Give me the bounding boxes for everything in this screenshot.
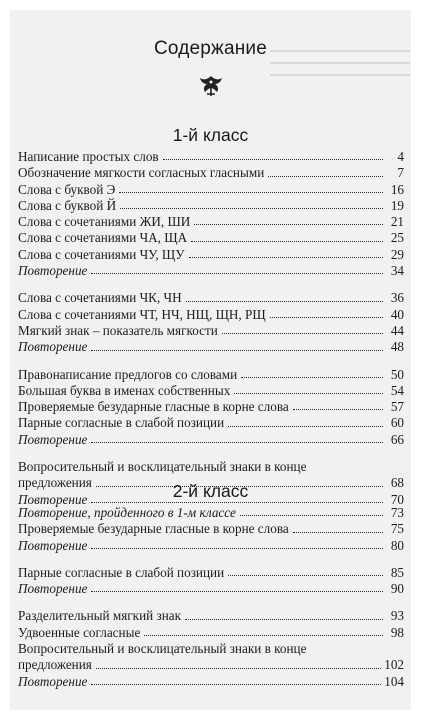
toc-entry [18, 323, 404, 339]
toc-dot-leader [191, 240, 383, 242]
toc-entry-title: Повторение [18, 673, 88, 689]
toc-page-number: 50 [390, 366, 404, 382]
toc-entry-title: Слова с буквой Э [18, 181, 116, 197]
toc-page-number: 73 [390, 505, 404, 520]
toc-page-number: 104 [384, 673, 404, 689]
toc-entry-title: Повторение [18, 339, 88, 355]
toc-entry [18, 165, 404, 181]
toc-entry-title: Повторение [18, 263, 88, 279]
toc-entry [18, 608, 404, 624]
toc-entry [18, 581, 404, 597]
toc-entry-title: Удвоенные согласные [18, 624, 141, 640]
toc-dot-leader [119, 191, 383, 193]
toc-page-number: 4 [397, 149, 404, 164]
grade1-heading: 1-й класс [172, 125, 249, 145]
grade2-heading: 2-й класс [172, 481, 249, 501]
toc-entry [18, 290, 404, 306]
toc-page-number: 21 [390, 214, 404, 230]
toc-group [18, 290, 404, 355]
toc-dot-leader [194, 223, 383, 225]
toc-entry [18, 247, 404, 263]
toc-entry [18, 505, 404, 521]
toc-page-number: 102 [384, 657, 404, 673]
toc-entry [18, 459, 404, 475]
toc-page-number: 93 [390, 608, 404, 624]
toc-dot-leader [228, 425, 383, 427]
toc-page-number: 25 [390, 230, 404, 246]
toc-entry-title: Повторение, пройденного в 1-м классе [18, 505, 236, 520]
toc-entry [18, 149, 404, 165]
toc-page-number: 34 [390, 263, 404, 279]
toc-dot-leader [293, 531, 383, 533]
toc-dot-leader [91, 590, 383, 592]
toc-page-number: 60 [390, 415, 404, 431]
toc-entry [18, 198, 404, 214]
toc-entry-title: Мягкий знак – показатель мягкости [18, 322, 218, 338]
toc-entry [18, 230, 404, 246]
toc-group [18, 149, 404, 279]
toc-entry [18, 182, 404, 198]
toc-entry-title: Проверяемые безударные гласные в корне слова [18, 521, 289, 537]
toc-dot-leader [222, 332, 383, 334]
toc-entry-title: Слова с сочетаниями ЧУ, ЩУ [18, 246, 185, 262]
toc-entry [18, 432, 404, 448]
toc-dot-leader [144, 634, 383, 636]
toc-page-number: 40 [390, 306, 404, 322]
book-page [10, 10, 411, 710]
toc-entry-title: Повторение [18, 431, 88, 447]
toc-entry [18, 674, 404, 690]
toc-dot-leader [228, 574, 383, 576]
toc-dot-leader [120, 207, 383, 209]
toc-page-number: 16 [390, 181, 404, 197]
page-title: Содержание [153, 38, 268, 59]
toc-dot-leader [185, 618, 383, 620]
toc-dot-leader [240, 514, 383, 516]
toc-entry [18, 521, 404, 537]
toc-entry-title: Слова с сочетаниями ЧТ, НЧ, НЩ, ЩН, РЩ [18, 306, 266, 322]
ornament-icon [194, 74, 228, 98]
toc-page-number: 48 [390, 339, 404, 355]
toc-group [18, 367, 404, 448]
toc-entry [18, 307, 404, 323]
toc-entry-title: Парные согласные в слабой позиции [18, 564, 225, 580]
toc-entry [18, 367, 404, 383]
toc-entry-title: Вопросительный и восклицательный знаки в конце [18, 459, 307, 475]
toc-entry-title: Правонаписание предлогов со словами [18, 366, 238, 382]
toc-dot-leader [234, 392, 383, 394]
toc-page-number: 90 [390, 581, 404, 597]
toc-entry [18, 565, 404, 581]
toc-group [18, 608, 404, 689]
toc-page-number: 29 [390, 246, 404, 262]
toc-entry [18, 415, 404, 431]
toc-entry-title: Парные согласные в слабой позиции [18, 415, 225, 431]
toc-entry-title: Слова с сочетаниями ЧК, ЧН [18, 290, 182, 306]
toc-entry-title: предложения [18, 475, 92, 491]
toc-entry [18, 641, 404, 657]
toc-entry [18, 383, 404, 399]
toc-dot-leader [293, 408, 383, 410]
toc-page-number: 66 [390, 431, 404, 447]
toc-page-number: 75 [390, 521, 404, 537]
grade2-contents [18, 505, 404, 690]
toc-page-number: 36 [390, 290, 404, 306]
toc-entry [18, 625, 404, 641]
toc-entry-title: предложения [18, 657, 92, 673]
toc-dot-leader [186, 300, 383, 302]
toc-entry-title: Слова с буквой Й [18, 197, 117, 213]
toc-dot-leader [163, 158, 383, 160]
toc-entry [18, 399, 404, 415]
toc-dot-leader [268, 175, 383, 177]
toc-entry [18, 339, 404, 355]
toc-page-number: 7 [397, 165, 404, 181]
grade1-contents [18, 149, 404, 508]
toc-entry-title: Повторение [18, 581, 88, 597]
toc-page-number: 80 [390, 537, 404, 553]
toc-entry-title: Слова с сочетаниями ЖИ, ШИ [18, 214, 191, 230]
toc-entry-title: Разделительный мягкий знак [18, 608, 182, 624]
toc-entry [18, 657, 404, 673]
toc-group [18, 505, 404, 554]
toc-entry [18, 263, 404, 279]
toc-entry-title: Большая буква в именах собственных [18, 382, 231, 398]
toc-entry [18, 538, 404, 554]
toc-entry-title: Повторение [18, 537, 88, 553]
toc-dot-leader [91, 272, 383, 274]
toc-dot-leader [241, 376, 383, 378]
toc-dot-leader [91, 349, 383, 351]
toc-page-number: 68 [390, 475, 404, 491]
toc-dot-leader [91, 441, 383, 443]
toc-entry [18, 214, 404, 230]
toc-dot-leader [189, 256, 383, 258]
toc-page-number: 98 [390, 624, 404, 640]
toc-entry-title: Вопросительный и восклицательный знаки в конце [18, 641, 307, 657]
toc-entry-title: Повторение [18, 491, 88, 507]
toc-entry-title: Слова с сочетаниями ЧА, ЩА [18, 230, 188, 246]
toc-dot-leader [91, 547, 383, 549]
toc-entry-title: Проверяемые безударные гласные в корне слова [18, 399, 289, 415]
toc-entry-title: Обозначение мягкости согласных гласными [18, 165, 265, 181]
toc-dot-leader [91, 683, 381, 685]
toc-page-number: 57 [390, 399, 404, 415]
toc-dot-leader [96, 667, 381, 669]
toc-entry-title: Написание простых слов [18, 149, 159, 164]
toc-group [18, 565, 404, 598]
toc-page-number: 85 [390, 564, 404, 580]
toc-page-number: 54 [390, 382, 404, 398]
toc-dot-leader [270, 316, 383, 318]
toc-page-number: 19 [390, 197, 404, 213]
toc-page-number: 70 [390, 491, 404, 507]
toc-page-number: 44 [390, 322, 404, 338]
